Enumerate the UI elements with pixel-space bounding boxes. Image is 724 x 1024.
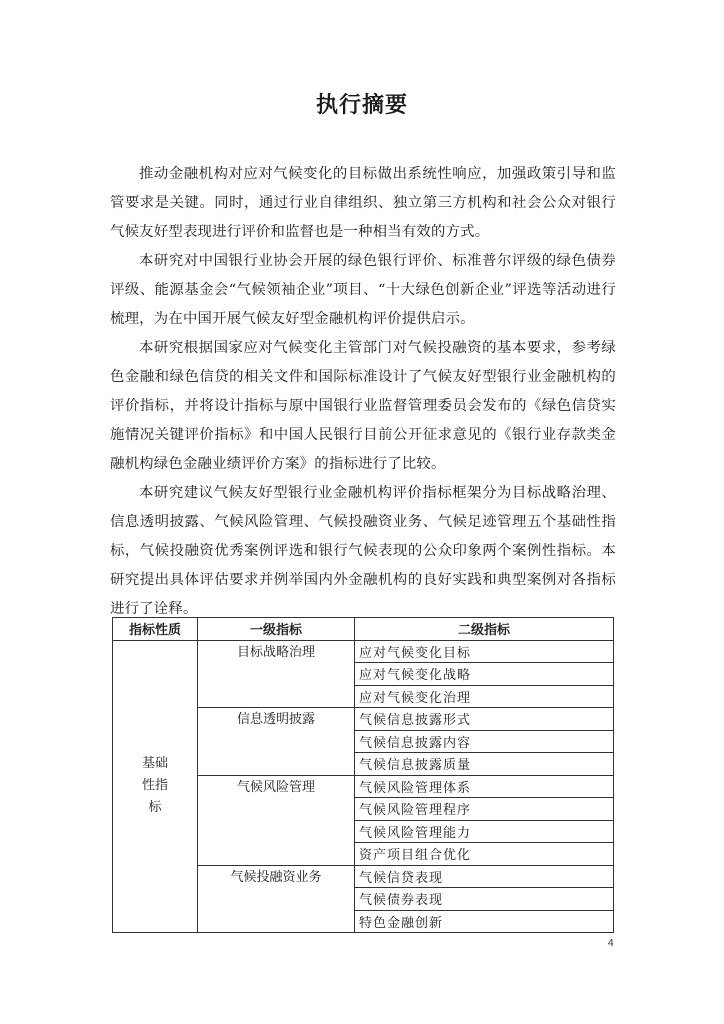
level2-cell: 气候债券表现	[355, 888, 614, 911]
level2-cell: 气候风险管理能力	[355, 820, 614, 843]
indicator-table	[112, 617, 614, 933]
paragraph: 推动金融机构对应对气候变化的目标做出系统性响应，加强政策引导和监管要求是关键。同时，通过行业自律组织、独立第三方机构和社会公众对银行气候友好型表现进行评价和监督也是一种相当有效的方式。	[110, 166, 616, 240]
table-header-row	[113, 618, 614, 641]
level1-cell: 气候风险管理	[198, 775, 355, 865]
level1-cell: 气候投融资业务	[198, 865, 355, 933]
indicator-nature-cell	[113, 640, 198, 933]
indicator-nature: 基础性指标	[141, 756, 168, 816]
level1-cell: 信息透明披露	[198, 708, 355, 776]
header-level1: 一级指标	[198, 618, 355, 641]
body-text	[110, 160, 616, 624]
level2-cell: 气候信息披露内容	[355, 730, 614, 753]
level1-cell: 目标战略治理	[198, 640, 355, 708]
header-nature: 指标性质	[113, 618, 198, 641]
level2-cell: 气候信贷表现	[355, 865, 614, 888]
level2-cell: 应对气候变化战略	[355, 663, 614, 686]
page-number: 4	[607, 938, 614, 949]
level2-cell: 气候信息披露质量	[355, 753, 614, 776]
paragraph: 本研究对中国银行业协会开展的绿色银行评价、标准普尔评级的绿色债券评级、能源基金会“气候领袖企业”项目、“十大绿色创新企业”评选等活动进行梳理，为在中国开展气候友好型金融机构评价提供启示。	[110, 253, 616, 327]
paragraph: 本研究建议气候友好型银行业金融机构评价指标框架分为目标战略治理、信息透明披露、气候风险管理、气候投融资业务、气候足迹管理五个基础性指标，气候投融资优秀案例评选和银行气候表现的公众印象两个案例性指标。本研究提出具体评估要求并例举国内外金融机构的良好实践和典型案例对各指标进行了诠释。	[110, 485, 616, 617]
paragraph: 本研究根据国家应对气候变化主管部门对气候投融资的基本要求，参考绿色金融和绿色信贷的相关文件和国际标准设计了气候友好型银行业金融机构的评价指标，并将设计指标与原中国银行业监督管理委员会发布的《绿色信贷实施情况关键评价指标》和中国人民银行目前公开征求意见的《银行业存款类金融机构绿色金融业绩评价方案》的指标进行了比较。	[110, 340, 616, 472]
table-row	[113, 640, 614, 663]
level2-cell: 特色金融创新	[355, 910, 614, 933]
level2-cell: 资产项目组合优化	[355, 843, 614, 866]
level2-cell: 气候信息披露形式	[355, 708, 614, 731]
level2-cell: 气候风险管理程序	[355, 798, 614, 821]
page-title: 执行摘要	[315, 93, 408, 118]
level2-cell: 应对气候变化治理	[355, 685, 614, 708]
level2-cell: 气候风险管理体系	[355, 775, 614, 798]
level2-cell: 应对气候变化目标	[355, 640, 614, 663]
header-level2: 二级指标	[355, 618, 614, 641]
